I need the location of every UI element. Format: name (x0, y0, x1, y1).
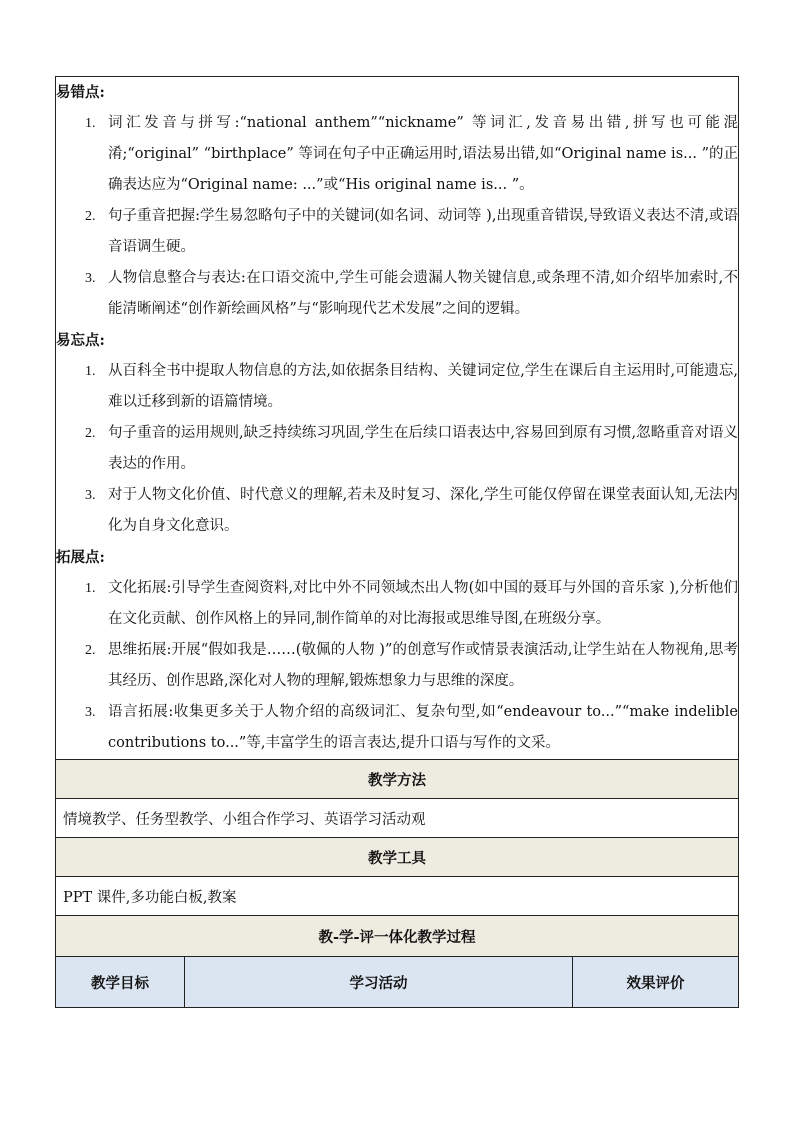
extension-title: 拓展点: (56, 549, 105, 566)
list-item: 2. 句子重音的运用规则,缺乏持续练习巩固,学生在后续口语表达中,容易回到原有习惯,忽略重音对语义表达的作用。 (85, 425, 738, 472)
tools-content: PPT 课件,多功能白板,教案 (56, 877, 739, 916)
lesson-plan-page (55, 76, 738, 1008)
list-item: 1. 从百科全书中提取人物信息的方法,如依据条目结构、关键词定位,学生在课后自主运用时,可能遗忘,难以迁移到新的语篇情境。 (85, 363, 738, 410)
list-item: 1. 文化拓展:引导学生查阅资料,对比中外不同领域杰出人物(如中国的聂耳与外国的音乐家 ),分析他们在文化贡献、创作风格上的异同,制作简单的对比海报或思维导图,在班级分享。 (85, 580, 738, 627)
column-header-objectives: 教学目标 (56, 957, 185, 1008)
lesson-plan-table (55, 76, 739, 1008)
mistake-title: 易错点: (56, 84, 105, 101)
list-item: 3. 语言拓展:收集更多关于人物介绍的高级词汇、复杂句型,如“endeavour to...”“make indelible contributions to...”等,丰富学生的语言表达,提升口语与写作的文采。 (85, 704, 738, 751)
list-item: 2. 思维拓展:开展“假如我是……(敬佩的人物 )”的创意写作或情景表演活动,让学生站在人物视角,思考其经历、创作思路,深化对人物的理解,锻炼想象力与思维的深度。 (85, 642, 738, 689)
column-header-evaluation: 效果评价 (573, 957, 739, 1008)
notes-cell (56, 77, 739, 760)
column-header-activities: 学习活动 (185, 957, 573, 1008)
extension-section (56, 542, 738, 759)
tools-header: 教学工具 (56, 838, 739, 877)
methods-content: 情境教学、任务型教学、小组合作学习、英语学习活动观 (56, 799, 739, 838)
methods-header: 教学方法 (56, 760, 739, 799)
forget-section (56, 325, 738, 542)
list-item: 2. 句子重音把握:学生易忽略句子中的关键词(如名词、动词等 ),出现重音错误,导致语义表达不清,或语音语调生硬。 (85, 208, 738, 255)
process-header: 教-学-评一体化教学过程 (56, 916, 739, 957)
mistake-section (56, 77, 738, 325)
list-item: 3. 人物信息整合与表达:在口语交流中,学生可能会遗漏人物关键信息,或条理不清,如介绍毕加索时,不能清晰阐述“创作新绘画风格”与“影响现代艺术发展”之间的逻辑。 (85, 270, 738, 317)
forget-title: 易忘点: (56, 332, 105, 349)
list-item: 3. 对于人物文化价值、时代意义的理解,若未及时复习、深化,学生可能仅停留在课堂表面认知,无法内化为自身文化意识。 (85, 487, 738, 534)
list-item: 1. 词汇发音与拼写:“national anthem”“nickname” 等词汇,发音易出错,拼写也可能混淆;“original” “birthplace” 等词在句子中正确运用时,语法易出错,如“Original name is... ”的正确表达应为“Original name: ...”或“His original name is... ”。 (85, 115, 738, 193)
